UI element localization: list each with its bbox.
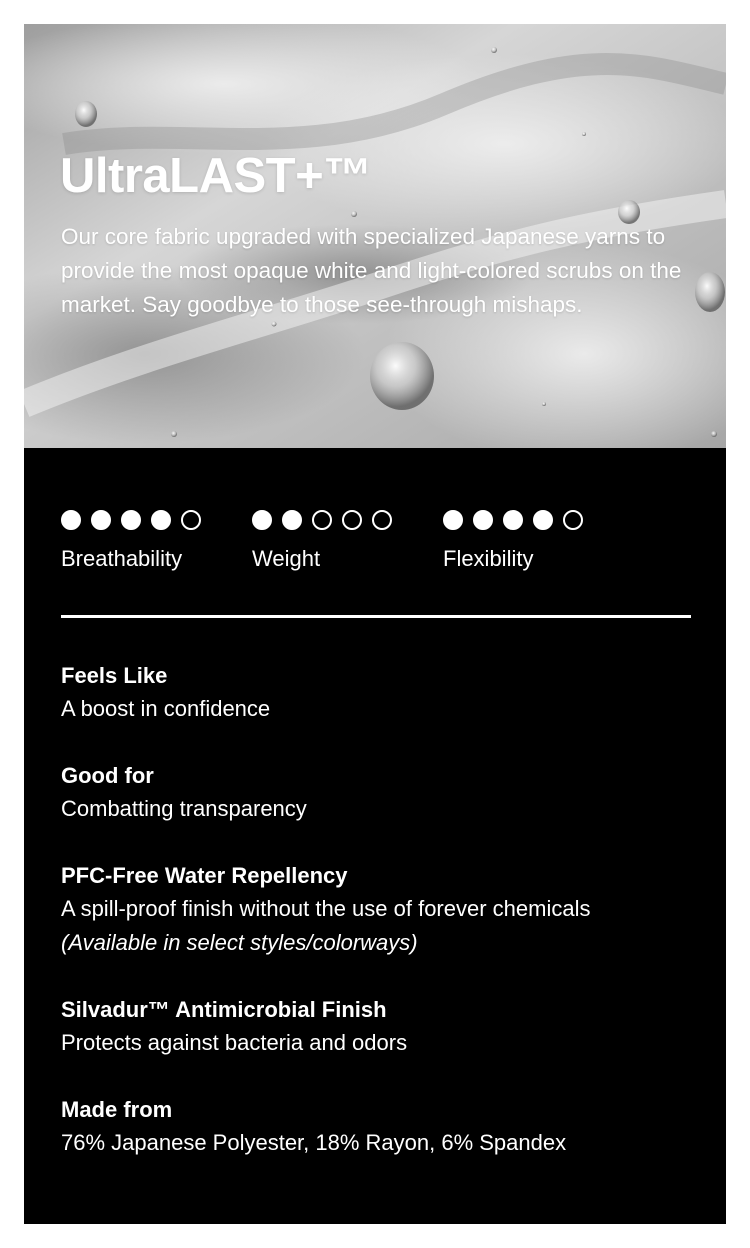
rating-dot-filled xyxy=(473,510,493,530)
feature-made-from xyxy=(61,1094,701,1160)
feature-description: A boost in confidence xyxy=(61,696,271,721)
rating-dot-filled xyxy=(503,510,523,530)
feature-title: Silvadur™ Antimicrobial Finish xyxy=(61,997,387,1022)
feature-water-repellency xyxy=(61,860,701,960)
rating-dot-filled xyxy=(443,510,463,530)
feature-title: PFC-Free Water Repellency xyxy=(61,863,348,888)
feature-note: (Available in select styles/colorways) xyxy=(61,930,418,955)
rating-dot-filled xyxy=(282,510,302,530)
rating-dot-filled xyxy=(252,510,272,530)
feature-good-for xyxy=(61,760,701,826)
rating-dot-filled xyxy=(121,510,141,530)
feature-description: 76% Japanese Polyester, 18% Rayon, 6% Spandex xyxy=(61,1130,567,1155)
feature-description: Combatting transparency xyxy=(61,796,307,821)
section-divider xyxy=(61,615,691,618)
feature-title: Good for xyxy=(61,763,154,788)
rating-dot-empty xyxy=(342,510,362,530)
rating-dot-filled xyxy=(61,510,81,530)
feature-title: Feels Like xyxy=(61,663,168,688)
rating-flexibility xyxy=(443,510,583,572)
fabric-hero-image xyxy=(24,24,726,448)
rating-dot-empty xyxy=(563,510,583,530)
rating-breathability xyxy=(61,510,201,572)
fabric-features xyxy=(61,660,701,1194)
feature-title: Made from xyxy=(61,1097,173,1122)
rating-weight xyxy=(252,510,392,572)
rating-dot-empty xyxy=(312,510,332,530)
feature-description: Protects against bacteria and odors xyxy=(61,1030,408,1055)
rating-label-flexibility: Flexibility xyxy=(443,546,534,571)
fabric-description: Our core fabric upgraded with specialized Japanese yarns to provide the most opaque white and light-colored scrubs on the market. Say goodbye to those see-through mishaps. xyxy=(61,224,682,317)
rating-dots xyxy=(443,510,583,534)
fabric-card xyxy=(24,24,726,1224)
fabric-ratings xyxy=(61,510,701,580)
feature-antimicrobial xyxy=(61,994,701,1060)
rating-dot-empty xyxy=(181,510,201,530)
rating-dot-filled xyxy=(151,510,171,530)
rating-dot-filled xyxy=(533,510,553,530)
fabric-title: UltraLAST+™ xyxy=(60,149,372,203)
rating-dot-filled xyxy=(91,510,111,530)
feature-feels-like xyxy=(61,660,701,726)
rating-dots xyxy=(61,510,201,534)
rating-label-weight: Weight xyxy=(252,546,321,571)
feature-description: A spill-proof finish without the use of forever chemicals xyxy=(61,896,591,921)
rating-dots xyxy=(252,510,392,534)
rating-label-breathability: Breathability xyxy=(61,546,183,571)
rating-dot-empty xyxy=(372,510,392,530)
